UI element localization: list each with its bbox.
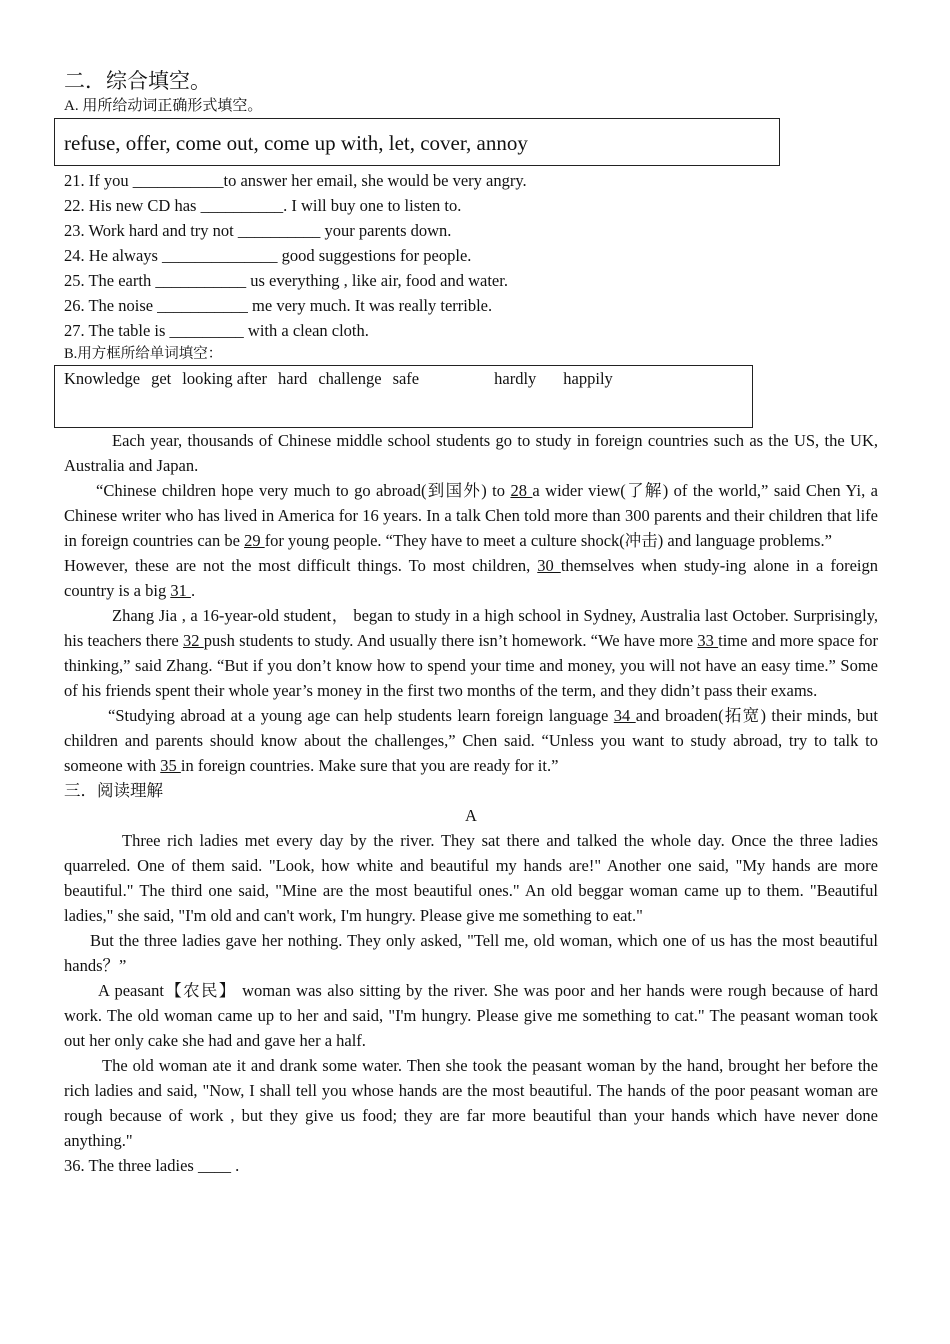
verb-word-box: refuse, offer, come out, come up with, let, cover, annoy [54, 118, 780, 166]
cloze-paragraph-1: Each year, thousands of Chinese middle school students go to study in foreign countries such as the US, the UK, Australia and Japan. [64, 431, 878, 475]
section-2-title: 二．综合填空。 [64, 69, 211, 93]
word-bank-box [54, 365, 753, 428]
blank-35: 35 [160, 756, 181, 775]
paragraph-text: push students to study. And usually there isn’t homework. “We have more [203, 631, 698, 650]
question-26: 26. The noise ___________ me very much. It was really terrible. [64, 296, 493, 315]
question-24: 24. He always ______________ good suggestions for people. [64, 246, 472, 265]
reading-paragraph-1: Three rich ladies met every day by the river. They sat there and talked the whole day. Once the three ladies quarreled. One of them said. "Look, how white and beautiful my hands are!" Another one said, "My hands are more beautiful." The third one said, "Mine are the most beautiful ones." An old beggar woman came up to them. "Beautiful ladies," she said, "I'm old and can't work, I'm hungry. Please give me something to eat." [64, 831, 878, 925]
word-bank-item: safe [392, 369, 420, 388]
cloze-paragraph-3 [64, 553, 878, 603]
word-bank-item: challenge [318, 369, 382, 388]
question-23: 23. Work hard and try not __________ your parents down. [64, 221, 452, 240]
paragraph-text: a wider view(了解) of the world,” said Chen Yi, a Chinese writer who has lived in America for 16 years. In a talk Chen told more than 300 parents and their children that life in foreign countries can be [64, 481, 878, 550]
word-bank-item: hardly [494, 369, 537, 388]
blank-31: 31 [170, 581, 191, 600]
paragraph-text: However, these are not the most difficult things. To most children, [64, 556, 538, 575]
paragraph-text: for young people. “They have to meet a culture shock(冲击) and language problems.” [264, 531, 832, 550]
cloze-paragraph-5 [64, 703, 878, 778]
reading-paragraph-4: The old woman ate it and drank some water. Then she took the peasant woman by the hand, brought her before the rich ladies and said, "Now, I shall tell you whose hands are the most beautiful. The hands of the poor peasant woman are rough because of work , but they give us food; they are far more beautiful than your hands which have never done anything." [64, 1056, 878, 1150]
question-36: 36. The three ladies ____ . [64, 1156, 240, 1175]
blank-29: 29 [244, 531, 265, 550]
question-22: 22. His new CD has __________. I will buy one to listen to. [64, 196, 462, 215]
paragraph-text: “Chinese children hope very much to go abroad(到国外) to [96, 481, 511, 500]
word-bank-item: happily [563, 369, 613, 388]
question-27: 27. The table is _________ with a clean cloth. [64, 321, 369, 340]
worksheet-page [64, 66, 878, 1178]
paragraph-text: in foreign countries. Make sure that you are ready for it.” [180, 756, 559, 775]
part-a-instruction: A. 用所给动词正确形式填空。 [64, 98, 263, 114]
paragraph-text: themselves when study-ing alone in a foreign country is a big [64, 556, 878, 600]
word-bank-item: hard [278, 369, 308, 388]
passage-label: A [465, 806, 477, 825]
paragraph-text: time and more space for thinking,” said Zhang. “But if you don’t know how to spend your time and money, you will not have an easy time.” Some of his friends spent their whole year’s money in the first two months of the term, and they didn’t pass their exams. [64, 631, 879, 700]
cloze-paragraph-2 [64, 478, 878, 553]
section-3-title: 三．阅读理解 [64, 781, 163, 800]
word-bank-item: looking after [182, 369, 268, 388]
paragraph-text: “Studying abroad at a young age can help students learn foreign language [108, 706, 614, 725]
word-bank-item: Knowledge [64, 369, 141, 388]
blank-32: 32 [183, 631, 204, 650]
paragraph-text: Zhang Jia , a 16-year-old student， began to study in a high school in Sydney, Australia last October. Surprisingly, his teachers there [64, 606, 878, 650]
part-b-instruction: B.用方框所给单词填空： [64, 346, 223, 362]
blank-33: 33 [697, 631, 719, 650]
question-25: 25. The earth ___________ us everything , like air, food and water. [64, 271, 508, 290]
blank-30: 30 [537, 556, 561, 575]
reading-paragraph-3: A peasant【农民】 woman was also sitting by the river. She was poor and her hands were rough because of hard work. The old woman came up to her and said, "I'm hungry. Please give me something to cat." The peasant woman took out her only cake she had and gave her a half. [64, 981, 878, 1050]
reading-paragraph-2: But the three ladies gave her nothing. They only asked, "Tell me, old woman, which one of us has the most beautiful hands？” [64, 931, 878, 975]
fill-in-items [64, 168, 878, 343]
cloze-paragraph-4 [64, 603, 878, 703]
blank-34: 34 [613, 706, 636, 725]
word-bank-item: get [151, 369, 172, 388]
paragraph-text: and broaden(拓宽) their minds, but children and parents should know about the challenges,” Chen said. “Unless you want to study abroad, try to talk to someone with [64, 706, 878, 775]
blank-28: 28 [510, 481, 533, 500]
paragraph-text: . [190, 581, 196, 600]
question-21: 21. If you ___________to answer her email, she would be very angry. [64, 171, 527, 190]
